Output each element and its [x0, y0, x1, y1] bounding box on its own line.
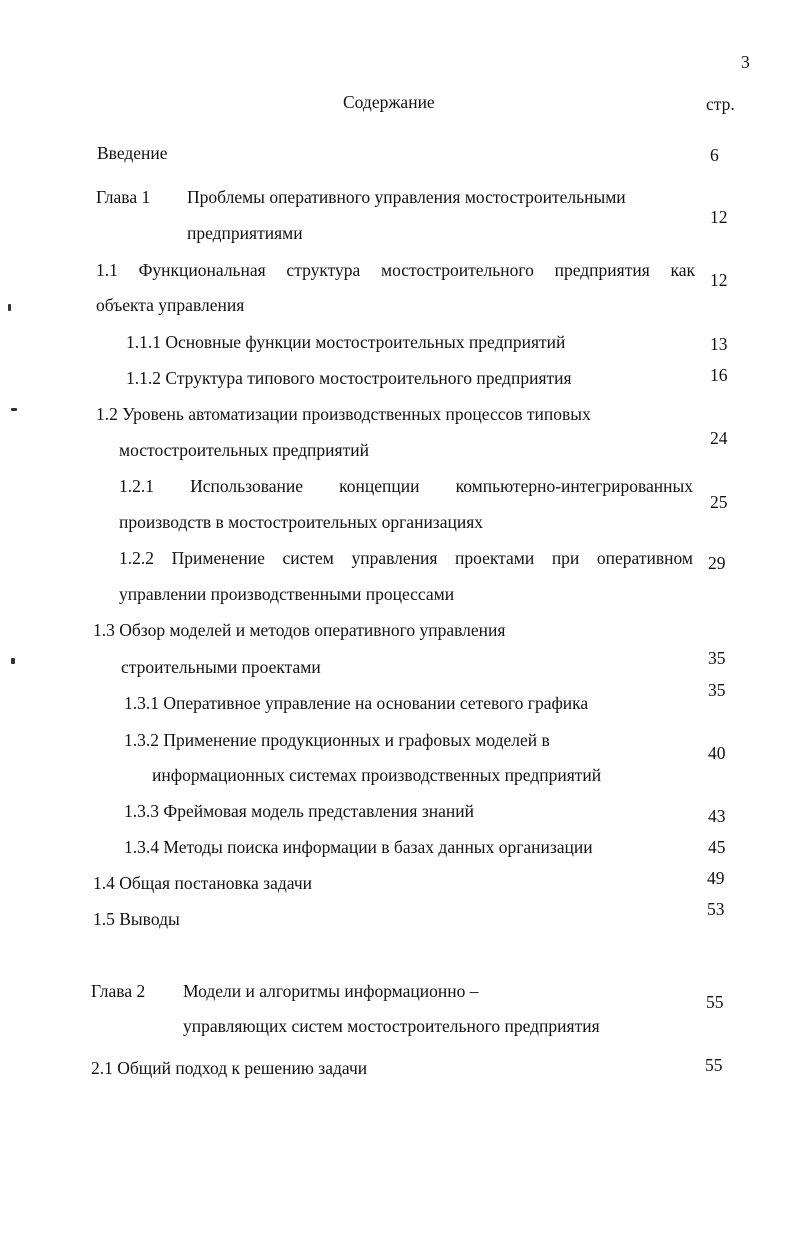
toc-entry-1-5: 1.5 Выводы — [93, 909, 180, 929]
toc-page-number: 24 — [710, 428, 728, 448]
page-column-label: стр. — [706, 94, 735, 114]
toc-entry-1-1-1: 1.1.1 Основные функции мостостроительных предприятий — [126, 332, 566, 352]
toc-entry-1-2-cont: мостостроительных предприятий — [119, 440, 369, 460]
toc-page-number: 55 — [706, 992, 724, 1012]
chapter-label: Глава 1 — [96, 187, 151, 207]
toc-page-number: 35 — [708, 680, 726, 700]
toc-page-number: 13 — [710, 334, 728, 354]
toc-page-number: 43 — [708, 806, 726, 826]
toc-page-number: 35 — [708, 648, 726, 668]
scan-speck — [11, 408, 17, 411]
toc-entry-1-4: 1.4 Общая постановка задачи — [93, 873, 312, 893]
toc-entry-1-1: 1.1 Функциональная структура мостостроительного предприятия как — [96, 260, 695, 280]
toc-entry-1-2-2: 1.2.2 Применение систем управления проектами при оперативном — [119, 548, 693, 568]
toc-entry-1-2: 1.2 Уровень автоматизации производственных процессов типовых — [96, 404, 591, 424]
toc-entry-chapter-1: Проблемы оперативного управления мостостроительными — [187, 187, 626, 207]
toc-entry-chapter-2-cont: управляющих систем мостостроительного предприятия — [183, 1016, 600, 1036]
toc-entry-1-2-1: 1.2.1 Использование концепции компьютерно-интегрированных — [119, 476, 693, 496]
toc-page-number: 55 — [705, 1055, 723, 1075]
toc-entry-1-1-cont: объекта управления — [96, 295, 245, 315]
toc-page-number: 25 — [710, 492, 728, 512]
page-number: 3 — [741, 52, 750, 72]
toc-entry-1-2-2-cont: управлении производственными процессами — [119, 584, 455, 604]
toc-page-number: 16 — [710, 365, 728, 385]
toc-entry-2-1: 2.1 Общий подход к решению задачи — [91, 1058, 368, 1078]
toc-page-number: 40 — [708, 743, 726, 763]
toc-entry-1-3-2-cont: информационных системах производственных предприятий — [152, 765, 602, 785]
toc-page-number: 53 — [707, 899, 725, 919]
scan-speck — [11, 658, 15, 664]
scan-speck — [8, 304, 11, 311]
toc-entry-1-3-3: 1.3.3 Фреймовая модель представления знаний — [124, 801, 474, 821]
toc-page-number: 45 — [708, 837, 726, 857]
toc-entry-1-3-cont: строительными проектами — [121, 657, 321, 677]
toc-page-number: 49 — [707, 868, 725, 888]
toc-entry-1-1-2: 1.1.2 Структура типового мостостроительного предприятия — [126, 368, 572, 388]
toc-entry-1-3-1: 1.3.1 Оперативное управление на основании сетевого графика — [124, 693, 589, 713]
toc-entry-introduction: Введение — [97, 143, 168, 163]
toc-page-number: 12 — [710, 270, 728, 290]
toc-entry-1-3-2: 1.3.2 Применение продукционных и графовых моделей в — [124, 730, 550, 750]
toc-title: Содержание — [343, 92, 435, 112]
toc-entry-1-3: 1.3 Обзор моделей и методов оперативного управления — [93, 620, 506, 640]
toc-page-number: 6 — [710, 145, 719, 165]
toc-entry-1-2-1-cont: производств в мостостроительных организациях — [119, 512, 484, 532]
toc-page-number: 29 — [708, 553, 726, 573]
toc-entry-chapter-2: Модели и алгоритмы информационно – — [183, 981, 479, 1001]
toc-entry-chapter-1-cont: предприятиями — [187, 223, 303, 243]
toc-entry-1-3-4: 1.3.4 Методы поиска информации в базах данных организации — [124, 837, 593, 857]
chapter-label: Глава 2 — [91, 981, 146, 1001]
toc-page-number: 12 — [710, 207, 728, 227]
